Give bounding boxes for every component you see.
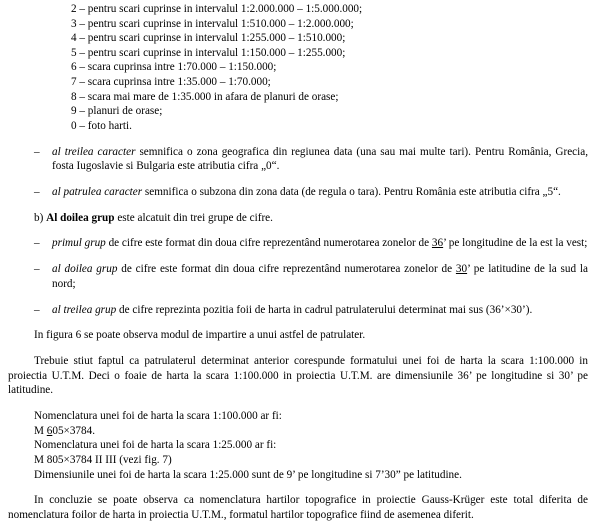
fourth-character-term: al patrulea caracter xyxy=(52,185,143,198)
bullet-dash: – xyxy=(34,263,40,276)
list-item: 3 – pentru scari cuprinse in intervalul 1:510.000 – 1:2.000.000; xyxy=(71,17,354,30)
first-group-text-end: ’ pe longitudine de la est la vest; xyxy=(443,237,588,250)
second-group-term: al doilea grup xyxy=(52,263,118,276)
scale-list xyxy=(4,2,588,133)
first-group-value: 36 xyxy=(431,237,444,250)
section-b-title: Al doilea grup xyxy=(46,211,115,224)
third-character-term: al treilea caracter xyxy=(52,145,136,158)
nomenclature-100k-prefix: M xyxy=(34,424,47,437)
bullet-dash: – xyxy=(34,237,40,250)
nomenclature-100k-label: Nomenclatura unei foi de harta la scara 1:100.000 ar fi: xyxy=(34,410,282,423)
third-group-text: de cifre reprezinta pozitia foii de harta in cadrul patrulaterului determinat mai sus (36’×30’). xyxy=(116,303,533,316)
figure-note: In figura 6 se poate observa modul de impartire a unui astfel de patrulater. xyxy=(34,329,366,342)
list-item: 5 – pentru scari cuprinse in intervalul 1:150.000 – 1:255.000; xyxy=(71,46,346,59)
list-item: 6 – scara cuprinsa intre 1:70.000 – 1:150.000; xyxy=(71,61,277,74)
list-item: 0 – foto harti. xyxy=(71,119,132,132)
nomenclature-100k-underlined: 6 xyxy=(46,424,53,437)
nomenclature-25k-value: M 805×3784 II III (vezi fig. 7) xyxy=(34,453,172,466)
nomenclature-100k-value xyxy=(4,424,588,439)
third-group-term: al treilea grup xyxy=(52,303,117,316)
first-group-term: primul grup xyxy=(52,237,106,250)
conclusion-paragraph: In concluzie se poate observa ca nomenclatura hartilor topografice in proiectie Gauss-Krüger este total diferita de nomenclatura foilor de harta in proiectia U.T.M., formatul hartilor topografice fiind de asemenea diferit. xyxy=(8,494,588,521)
second-group-text-end: ’ pe latitudine de la sud la nord; xyxy=(52,263,588,290)
dimensions-25k: Dimensiunile unei foi de harta la scara 1:25.000 sunt de 9’ pe longitudine si 7’30” pe latitudine. xyxy=(34,468,462,481)
third-character-paragraph xyxy=(4,145,588,174)
second-group-text: de cifre este format din doua cifre reprezentând numerotarea zonelor de xyxy=(117,263,456,276)
utm-paragraph: Trebuie stiut faptul ca patrulaterul determinat anterior corespunde formatului unei foi de harta la scara 1:100.000 in proiectia U.T.M. Deci o foaie de harta la scara 1:100.000 in proiectia U.T.M. are dimensiunile 36’ pe longitudine si 30’ pe latitudine. xyxy=(8,355,588,397)
list-item: 4 – pentru scari cuprinse in intervalul 1:255.000 – 1:510.000; xyxy=(71,32,346,45)
list-item: 8 – scara mai mare de 1:35.000 in afara de planuri de orase; xyxy=(71,90,339,103)
section-b-text: este alcatuit din trei grupe de cifre. xyxy=(114,211,273,224)
fourth-character-paragraph xyxy=(4,185,588,200)
bullet-dash: – xyxy=(34,185,40,198)
list-item: 7 – scara cuprinsa intre 1:35.000 – 1:70.000; xyxy=(71,75,271,88)
third-group-paragraph xyxy=(4,303,588,318)
bullet-dash: – xyxy=(34,303,40,316)
list-item: 9 – planuri de orase; xyxy=(71,105,163,118)
second-group-value: 30 xyxy=(455,263,468,276)
third-character-text: semnifica o zona geografica din regiunea data (una sau mai multe tari). Pentru România, Grecia, fosta Iugoslavie si Bulgaria este atributia cifra „0“. xyxy=(52,145,589,173)
section-b-prefix: b) xyxy=(34,211,47,224)
section-b-heading xyxy=(4,211,588,226)
fourth-character-text: semnifica o subzona din zona data (de regula o tara). Pentru România este atributia cifra „5“. xyxy=(142,185,561,198)
list-item: 2 – pentru scari cuprinse in intervalul 1:2.000.000 – 1:5.000.000; xyxy=(71,3,363,15)
first-group-text: de cifre este format din doua cifre reprezentând numerotarea zonelor de xyxy=(105,237,432,250)
first-group-paragraph xyxy=(4,236,588,251)
bullet-dash: – xyxy=(34,145,40,158)
second-group-paragraph xyxy=(4,262,588,291)
nomenclature-25k-label: Nomenclatura unei foi de harta la scara 1:25.000 ar fi: xyxy=(34,439,277,452)
nomenclature-100k-suffix: 05×3784. xyxy=(52,424,96,437)
